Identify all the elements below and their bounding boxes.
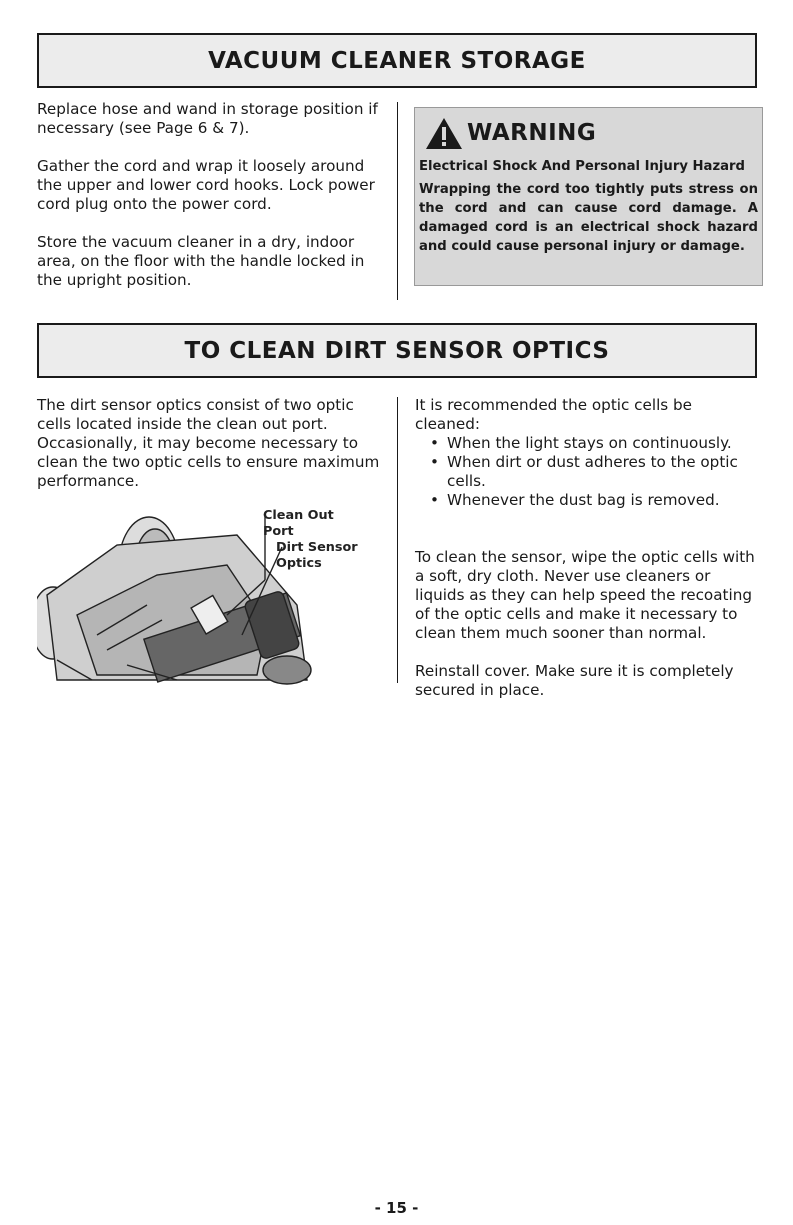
- reinstall-instructions: Reinstall cover. Make sure it is completely secured in place.: [415, 662, 734, 699]
- optics-intro-column: [37, 396, 382, 491]
- storage-instructions: [37, 100, 382, 290]
- warning-body: Wrapping the cord too tightly puts stress on the cord and can cause cord damage. A damaged cord is an electrical shock hazard and could cause personal injury or damage.: [419, 182, 758, 254]
- recommend-list: [415, 434, 760, 510]
- optics-section-title: TO CLEAN DIRT SENSOR OPTICS: [37, 323, 757, 378]
- dirt-sensor-optics-callout: Dirt Sensor Optics: [276, 540, 358, 571]
- storage-section-title: VACUUM CLEANER STORAGE: [37, 33, 757, 88]
- storage-paragraph-1: Replace hose and wand in storage position if necessary (see Page 6 & 7).: [37, 100, 378, 137]
- storage-paragraph-2: Gather the cord and wrap it loosely around the upper and lower cord hooks. Lock power cord plug onto the power cord.: [37, 157, 375, 213]
- recommend-text: It is recommended the optic cells be cleaned:: [415, 396, 693, 433]
- page-number: - 15 -: [374, 1199, 419, 1217]
- warning-box: [414, 107, 763, 286]
- list-item: • When the light stays on continuously.: [415, 434, 760, 453]
- list-item: • When dirt or dust adheres to the optic cells.: [415, 453, 760, 491]
- column-divider: [397, 397, 398, 683]
- optics-cleaning-column: [415, 396, 760, 700]
- warning-header: [415, 108, 762, 158]
- clean-out-port-callout: Clean Out Port: [263, 508, 334, 539]
- clean-instructions: To clean the sensor, wipe the optic cells with a soft, dry cloth. Never use cleaners or liquids as they can help speed the recoating of the optic cells and make it necessary to clean them much sooner than normal.: [415, 548, 755, 642]
- warning-triangle-icon: [425, 116, 463, 150]
- storage-paragraph-3: Store the vacuum cleaner in a dry, indoor area, on the floor with the handle locked in the upright position.: [37, 233, 365, 289]
- list-item: • Whenever the dust bag is removed.: [415, 491, 760, 510]
- optics-intro: The dirt sensor optics consist of two optic cells located inside the clean out port. Occasionally, it may become necessary to clean the two optic cells to ensure maximum performance.: [37, 396, 380, 490]
- warning-title: WARNING: [467, 120, 597, 146]
- warning-subtitle: Electrical Shock And Personal Injury Hazard: [419, 159, 745, 174]
- column-divider: [397, 102, 398, 300]
